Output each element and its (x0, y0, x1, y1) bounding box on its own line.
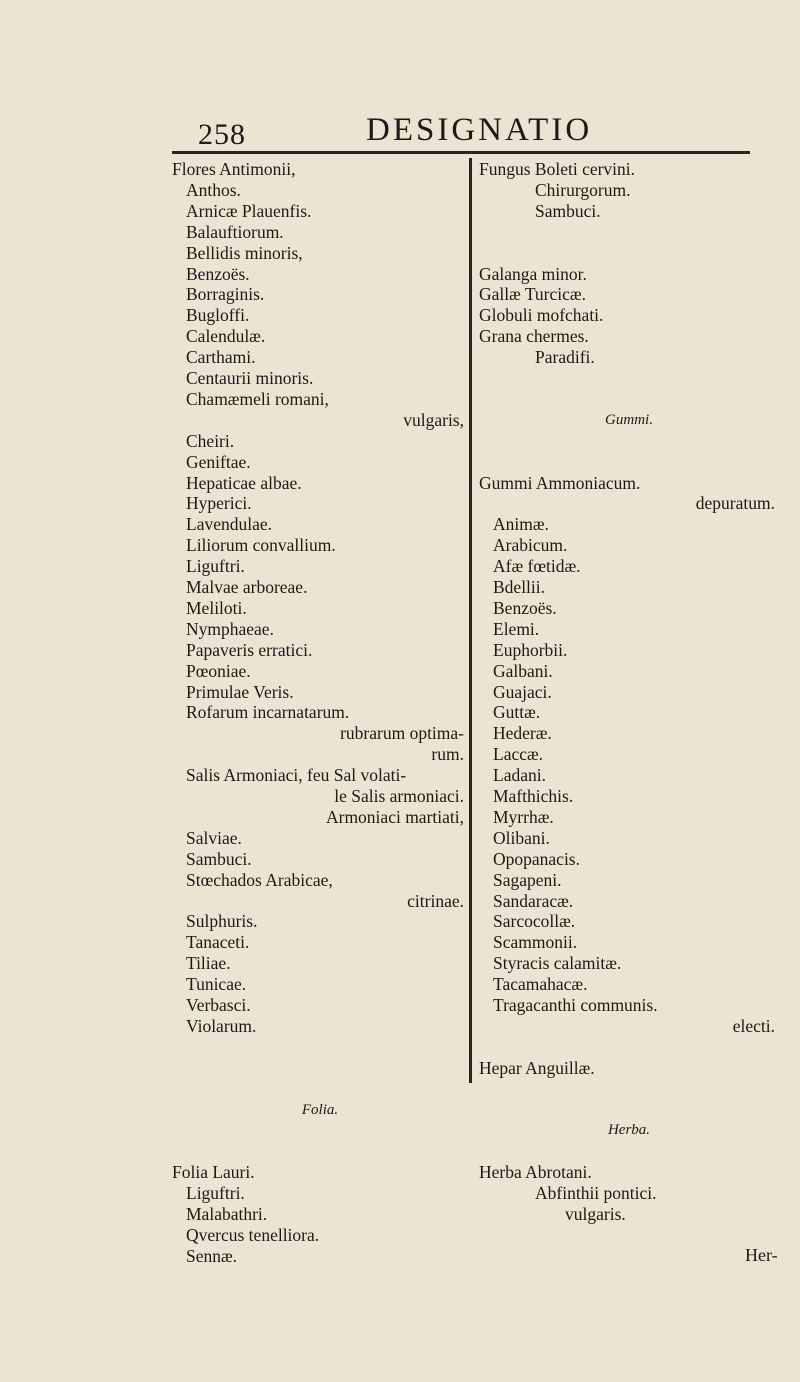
entry-line: Armoniaci martiati, (325, 806, 464, 827)
entry-line: Folia. (301, 1101, 339, 1118)
entry-line: Violarum. (186, 1015, 257, 1036)
entry-line: Arabicum. (493, 535, 568, 556)
entry-line: Guttæ. (493, 702, 541, 723)
entry-line: Scammonii. (493, 932, 578, 953)
entry-line: Euphorbii. (493, 639, 568, 660)
entry-line: rubrarum optima- (340, 723, 464, 744)
entry-line: Grana chermes. (479, 326, 589, 347)
entry-line: Fungus Boleti cervini. (479, 159, 636, 179)
entry-line: Anthos. (186, 179, 241, 200)
entry-line: Sandaracæ. (493, 890, 574, 911)
entry-line: electi. (732, 1015, 775, 1036)
entry-line: depuratum. (695, 493, 775, 514)
entry-line: Myrrhæ. (493, 806, 554, 827)
entry-line: Laccæ. (493, 744, 544, 765)
entry-line: Gummi. (605, 411, 653, 428)
entry-line: Folia Lauri. (172, 1162, 255, 1183)
entry-line: Meliloti. (186, 597, 247, 618)
entry-line: Sambuci. (535, 200, 601, 221)
entry-line: Pœoniae. (186, 660, 251, 681)
entry-line: Salviae. (186, 827, 242, 848)
entry-line: Chamæmeli romani, (186, 388, 329, 409)
column-divider (469, 158, 472, 1083)
entry-line: Bdellii. (493, 577, 546, 597)
entry-line: Mafthichis. (493, 786, 574, 806)
entry-line: Primulae Veris. (186, 681, 294, 702)
entry-line: Geniftae. (186, 451, 251, 472)
entry-line: Abfinthii pontici. (535, 1183, 657, 1204)
entry-line: Balauftiorum. (186, 221, 284, 242)
entry-line: Afæ fœtidæ. (493, 556, 581, 577)
entry-line: Galanga minor. (479, 263, 587, 284)
entry-line: Olibani. (493, 827, 550, 848)
entry-line: Opopanacis. (493, 848, 580, 869)
entry-line: Elemi. (493, 618, 540, 639)
entry-line: Lavendulae. (186, 514, 272, 535)
entry-line: vulgaris, (403, 409, 464, 430)
running-head: DESIGNATIO (366, 112, 593, 148)
entry-line: Guajaci. (493, 681, 552, 702)
entry-line: Sagapeni. (493, 869, 562, 890)
entry-line: Sulphuris. (186, 911, 258, 932)
entry-line: Malabathri. (186, 1204, 268, 1224)
entry-line: citrinae. (407, 890, 464, 911)
entry-line: le Salis armoniaci. (334, 786, 464, 806)
entry-line: Sambuci. (186, 848, 252, 869)
entry-line: Animæ. (493, 514, 549, 535)
entry-line: Ladani. (493, 765, 546, 786)
entry-line: Bugloffi. (186, 305, 250, 326)
entry-line: Benzoës. (493, 597, 557, 618)
entry-line: Centaurii minoris. (186, 368, 314, 388)
entry-line: Bellidis minoris, (186, 242, 303, 263)
entry-line: Malvae arboreae. (186, 577, 308, 597)
catchword: Her- (745, 1245, 778, 1265)
entry-line: Borraginis. (186, 284, 265, 305)
entry-line: Gummi Ammoniacum. (479, 472, 641, 493)
entry-line: Hepar Anguillæ. (479, 1057, 595, 1078)
entry-line: Galbani. (493, 660, 553, 681)
entry-line: Carthami. (186, 347, 256, 368)
page-number: 258 (198, 118, 246, 151)
entry-line: Tacamahacæ. (493, 974, 588, 995)
entry-line: Cheiri. (186, 430, 235, 451)
entry-line: Gallæ Turcicæ. (479, 284, 586, 305)
entry-line: Liliorum convallium. (186, 535, 336, 556)
entry-line: Hepaticae albae. (186, 472, 302, 493)
entry-line: Chirurgorum. (535, 179, 631, 200)
entry-line: Papaveris erratici. (186, 639, 313, 660)
entry-line: Herba Abrotani. (479, 1162, 592, 1183)
entry-line: Arnicæ Plauenfis. (186, 200, 312, 221)
page-header (0, 112, 800, 152)
entry-line: Paradifi. (535, 347, 595, 368)
entry-line: Tunicae. (186, 974, 247, 995)
entry-line: Verbasci. (186, 995, 251, 1015)
entry-line: Tiliae. (186, 953, 231, 974)
entry-line: Rofarum incarnatarum. (186, 702, 350, 723)
entry-line: Benzoës. (186, 263, 250, 284)
entry-line: Styracis calamitæ. (493, 953, 622, 974)
entry-line: rum. (431, 744, 464, 765)
entry-line: Sennæ. (186, 1245, 238, 1266)
entry-line: Globuli mofchati. (479, 305, 604, 326)
entry-line: Tanaceti. (186, 932, 250, 953)
entry-line: Hyperici. (186, 493, 252, 514)
entry-line: Salis Armoniaci, feu Sal volati- (186, 765, 407, 786)
entry-line: Tragacanthi communis. (493, 995, 658, 1015)
entry-line: Qvercus tenelliora. (186, 1224, 320, 1245)
entry-line: Flores Antimonii, (172, 159, 296, 179)
entry-line: Calendulæ. (186, 326, 266, 347)
entry-line: Sarcocollæ. (493, 911, 576, 932)
entry-line: Liguftri. (186, 1183, 245, 1204)
header-rule (172, 151, 750, 154)
entry-line: Stœchados Arabicae, (186, 869, 333, 890)
entry-line: Liguftri. (186, 556, 245, 577)
entry-line: Herba. (607, 1122, 651, 1139)
entry-line: vulgaris. (565, 1204, 626, 1224)
entry-line: Nymphaeae. (186, 618, 274, 639)
entry-line: Hederæ. (493, 723, 552, 744)
